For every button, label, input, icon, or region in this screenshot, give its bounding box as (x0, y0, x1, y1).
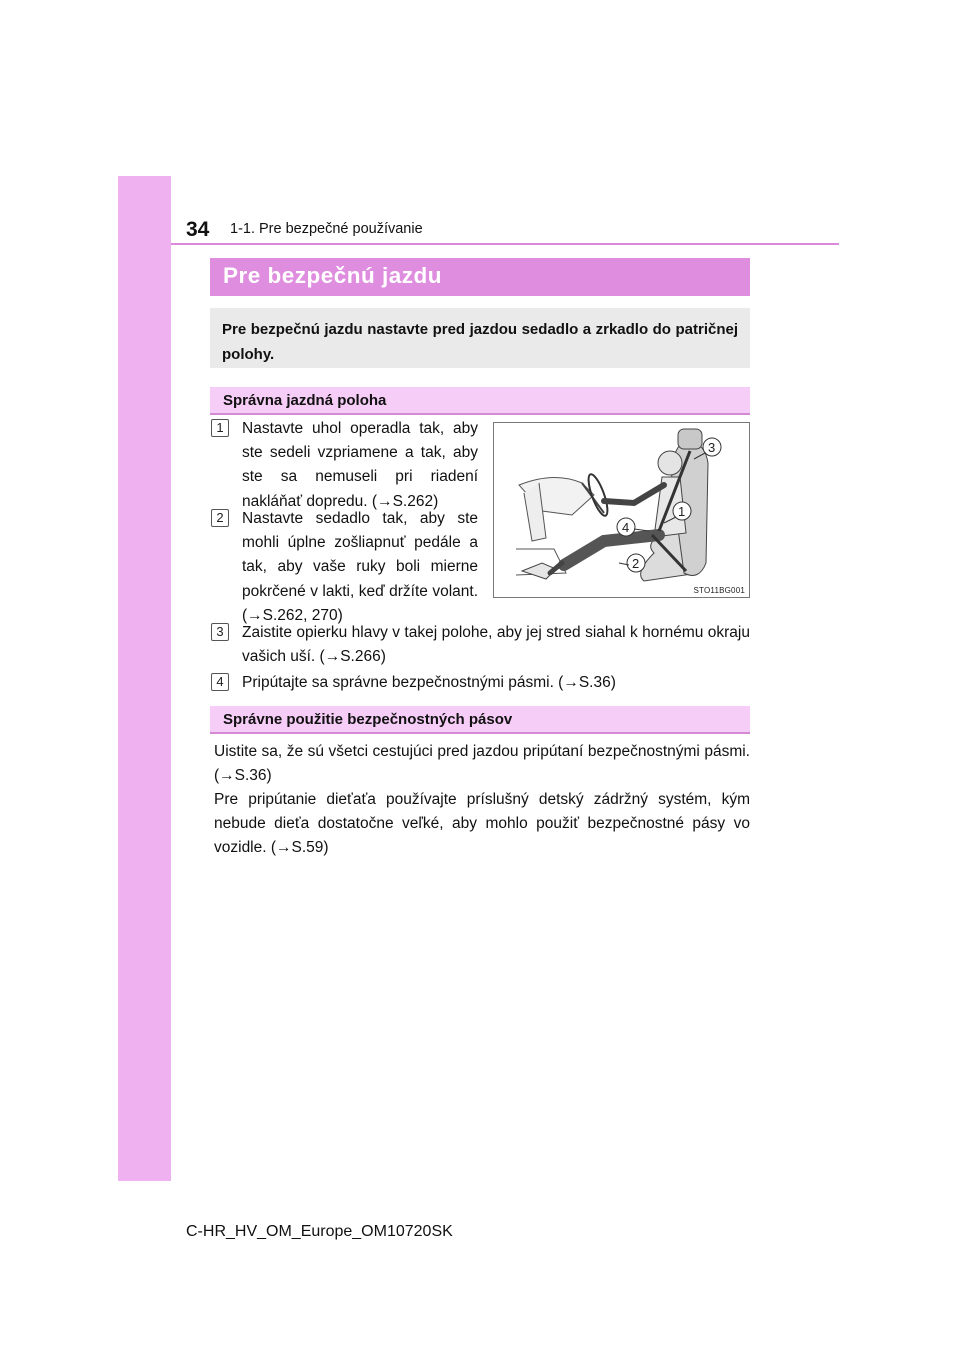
header-divider (171, 243, 839, 245)
paragraph: Uistite sa, že sú všetci cestujúci pred jazdou pripútaní bezpečnostnými pásmi. (→S.36) (214, 743, 750, 784)
intro-text: Pre bezpečnú jazdu nastavte pred jazdou sedadlo a zrkadlo do patričnej polohy. (222, 321, 738, 363)
section-title: Pre bezpečnú jazdu (223, 263, 443, 288)
figure-code: STO11BG001 (693, 586, 745, 595)
paragraph: Pre pripútanie dieťaťa používajte príslušný detský zádržný systém, kým nebude dieťa dostatočne veľké, aby mohlo použiť bezpečnostné pásy vo vozidle. (→S.59) (214, 791, 750, 856)
subheading-label: Správna jazdná poloha (223, 392, 387, 409)
item-text: Nastavte uhol operadla tak, aby ste sedeli vzpriamene a tak, aby ste sa nemuseli pri riadení nakláňať dopredu. (→S.262) (242, 420, 478, 510)
intro-box (210, 308, 750, 368)
item-number-badge: 4 (211, 673, 229, 691)
subheading-driving-position (210, 387, 750, 415)
callout-1: 1 (678, 504, 686, 519)
item-text: Zaistite opierku hlavy v takej polohe, aby jej stred siahal k hornému okraju vašich uší. (→S.266) (242, 624, 750, 666)
item-text: Pripútajte sa správne bezpečnostnými pásmi. (→S.36) (242, 674, 616, 691)
section-title-bar (210, 258, 750, 296)
side-color-band (118, 176, 171, 1181)
driver-seat-illustration (494, 423, 749, 597)
subheading-label: Správne použitie bezpečnostných pásov (223, 711, 513, 728)
chapter-title: 1-1. Pre bezpečné používanie (230, 221, 423, 237)
subheading-seatbelt-use (210, 706, 750, 734)
item-number-badge: 2 (211, 509, 229, 527)
page-number: 34 (186, 218, 210, 241)
item-number-badge: 3 (211, 623, 229, 641)
item-text: Nastavte sedadlo tak, aby ste mohli úplne zošliapnuť pedále a tak, aby vaše ruky boli mierne pokrčené v lakti, keď držíte volant. (→S.262, 270) (242, 510, 478, 624)
driving-position-figure (493, 422, 750, 598)
callout-2: 2 (632, 556, 640, 571)
callout-3: 3 (708, 440, 716, 455)
footer-document-code: C-HR_HV_OM_Europe_OM10720SK (186, 1223, 453, 1240)
item-number-badge: 1 (211, 419, 229, 437)
callout-4: 4 (622, 520, 630, 535)
